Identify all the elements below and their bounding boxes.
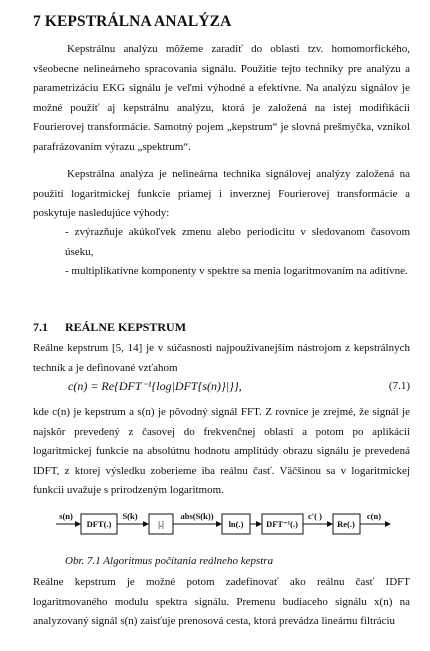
block-label-abs: |.| <box>158 519 164 529</box>
bullet-item-2: - multiplikatívne komponenty v spektre sa menia logaritmovaním na aditívne. <box>65 265 408 277</box>
algorithm-block-diagram <box>0 505 430 545</box>
figure-caption: Obr. 7.1 Algoritmus počítania reálneho kepstra <box>65 555 274 567</box>
chapter-heading: 7 KEPSTRÁLNA ANALÝZA <box>33 13 232 30</box>
section-title: REÁLNE KEPSTRUM <box>65 320 187 334</box>
signal-label-c-prime: c'( ) <box>308 511 322 521</box>
equation-number: (7.1) <box>388 380 410 392</box>
paragraph-advantages: Kepstrálna analýza je nelineárna technika signálovej analýzy založená na použití logaritmickej funkcie priamej i inverznej Fourierovej transformácie a poskytuje nasledujúce výhody: <box>33 168 410 220</box>
paragraph-explanation: kde c(n) je kepstrum a s(n) je pôvodný signál FFT. Z rovnice je zrejmé, že signál je najskôr prevedený z časovej do frekvenčnej oblasti a potom po aplikácii logaritmickej funkcie na absolútnu hodnotu amplitúdy obrazu signálu je prevedená IDFT, z ktorej výsledku zoberieme iba reálnu časť. Väčšinou sa v logaritmickej funkcii uvažuje s prirodzeným logaritmom. <box>33 406 410 497</box>
block-label-re: Re(.) <box>337 519 355 529</box>
paragraph-final: Reálne kepstrum je možné potom zadefinovať ako reálnu časť IDFT logaritmovaného modulu spektra signálu. Premenu budiaceho signálu x(n) na analyzovaný signál s(n) zaisťuje prenosová cesta, ktorá prevádza lineárnu filtráciu <box>33 576 410 628</box>
equation-rhs: {DFT⁻¹{log|DFT{s(n)}|}}, <box>114 379 242 393</box>
signal-label-abs-S-k: abs(S(k)) <box>180 511 214 521</box>
block-label-dft: DFT(.) <box>86 519 112 529</box>
block-label-idft: DFT⁻¹(.) <box>266 519 298 529</box>
paragraph-definition: Reálne kepstrum [5, 14] je v súčasnosti najpoužívanejším nástrojom z kepstrálnych techník a je definované vzťahom <box>33 342 410 374</box>
signal-label-s-n: s(n) <box>59 511 73 521</box>
block-label-ln: ln(.) <box>228 519 244 529</box>
section-number: 7.1 <box>33 320 48 334</box>
equation-body <box>68 379 242 394</box>
bullet-item-1: - zvýrazňuje akúkoľvek zmenu alebo periodicitu v sledovanom časovom úseku, <box>65 226 410 258</box>
signal-label-c-n: c(n) <box>366 511 382 521</box>
signal-label-S-k: S(k) <box>122 511 138 521</box>
section-heading <box>33 320 186 335</box>
paragraph-intro: Kepstrálnu analýzu môžeme zaradiť do oblasti tzv. homomorfického, všeobecne nelineárneho spracovania signálu. Použitie tejto techniky pre analýzu a parametrizáciu EKG signálu je veľmi výhodné a efektívne. Na analýzu signálov je možné použiť aj kepstrálnu analýzu, ktorá je založená na istej modifikácii Fourierovej transformácie. Samotný pojem „kepstrum“ je slovná prešmyčka, vznikol parafrázovaním výrazu „spektrum“. <box>33 43 410 153</box>
equation-7-1 <box>33 377 410 399</box>
equation-lhs: c(n) = Re <box>68 379 115 393</box>
